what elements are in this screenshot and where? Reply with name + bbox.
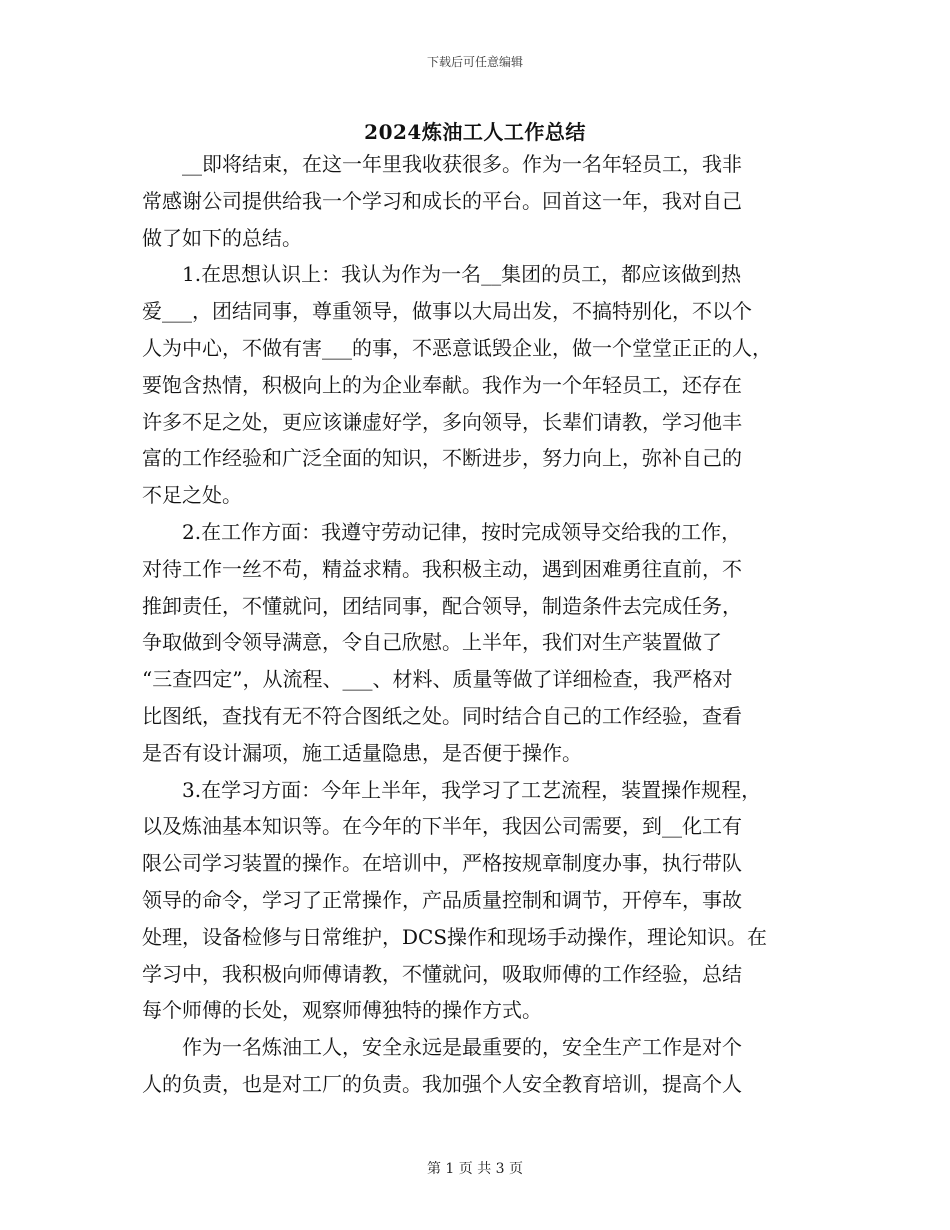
text-line: 处理，设备检修与日常维护，DCS操作和现场手动操作，理论知识。在 [142, 924, 768, 949]
text-line: 争取做到令领导满意，令自己欣慰。上半年，我们对生产装置做了 [142, 630, 722, 655]
text-line: 人为中心，不做有害___的事，不恶意诋毁企业，做一个堂堂正正的人， [142, 335, 772, 360]
text-line: 领导的命令，学习了正常操作，产品质量控制和调节，开停车，事故 [142, 887, 742, 912]
text-line: 推卸责任，不懂就问，团结同事，配合领导，制造条件去完成任务， [142, 593, 742, 618]
text-line: 爱___，团结同事，尊重领导，做事以大局出发，不搞特别化，不以个 [142, 299, 752, 324]
page-header-note: 下载后可任意编辑 [426, 55, 523, 69]
text-line: 人的负责，也是对工厂的负责。我加强个人安全教育培训，提高个人 [142, 1071, 742, 1096]
page-number: 第 1 页 共 3 页 [426, 1161, 524, 1177]
text-line: 以及炼油基本知识等。在今年的下半年，我因公司需要，到__化工有 [142, 814, 742, 839]
text-line: 许多不足之处，更应该谦虚好学，多向领导，长辈们请教，学习他丰 [142, 409, 742, 434]
text-line: 是否有设计漏项，施工适量隐患，是否便于操作。 [142, 740, 582, 765]
text-line: “三查四定”，从流程、___、材料、质量等做了详细检查，我严格对 [142, 667, 733, 692]
text-line: 作为一名炼油工人，安全永远是最重要的，安全生产工作是对个 [142, 1035, 742, 1060]
text-line: 每个师傅的长处，观察师傅独特的操作方式。 [142, 998, 542, 1023]
text-line: 做了如下的总结。 [142, 225, 302, 250]
text-line: 要饱含热情，积极向上的为企业奉献。我作为一个年轻员工，还存在 [142, 372, 742, 397]
document-body [142, 146, 812, 1103]
text-line: 2.在工作方面：我遵守劳动记律，按时完成领导交给我的工作， [142, 519, 742, 544]
text-line: 对待工作一丝不苟，精益求精。我积极主动，遇到困难勇往直前，不 [142, 556, 742, 581]
text-line: 1.在思想认识上：我认为作为一名__集团的员工，都应该做到热 [142, 262, 742, 287]
text-line: 学习中，我积极向师傅请教，不懂就问，吸取师傅的工作经验，总结 [142, 961, 742, 986]
text-line: 富的工作经验和广泛全面的知识，不断进步，努力向上，弥补自己的 [142, 446, 742, 471]
text-line: 比图纸，查找有无不符合图纸之处。同时结合自己的工作经验，查看 [142, 703, 742, 728]
text-line: 不足之处。 [142, 483, 242, 508]
text-line: 3.在学习方面：今年上半年，我学习了工艺流程，装置操作规程， [142, 777, 762, 802]
text-line: 常感谢公司提供给我一个学习和成长的平台。回首这一年，我对自己 [142, 188, 742, 213]
text-line: 限公司学习装置的操作。在培训中，严格按规章制度办事，执行带队 [142, 851, 742, 876]
document-title: 2024炼油工人工作总结 [364, 120, 586, 144]
text-line: __即将结束，在这一年里我收获很多。作为一名年轻员工，我非 [142, 152, 742, 176]
